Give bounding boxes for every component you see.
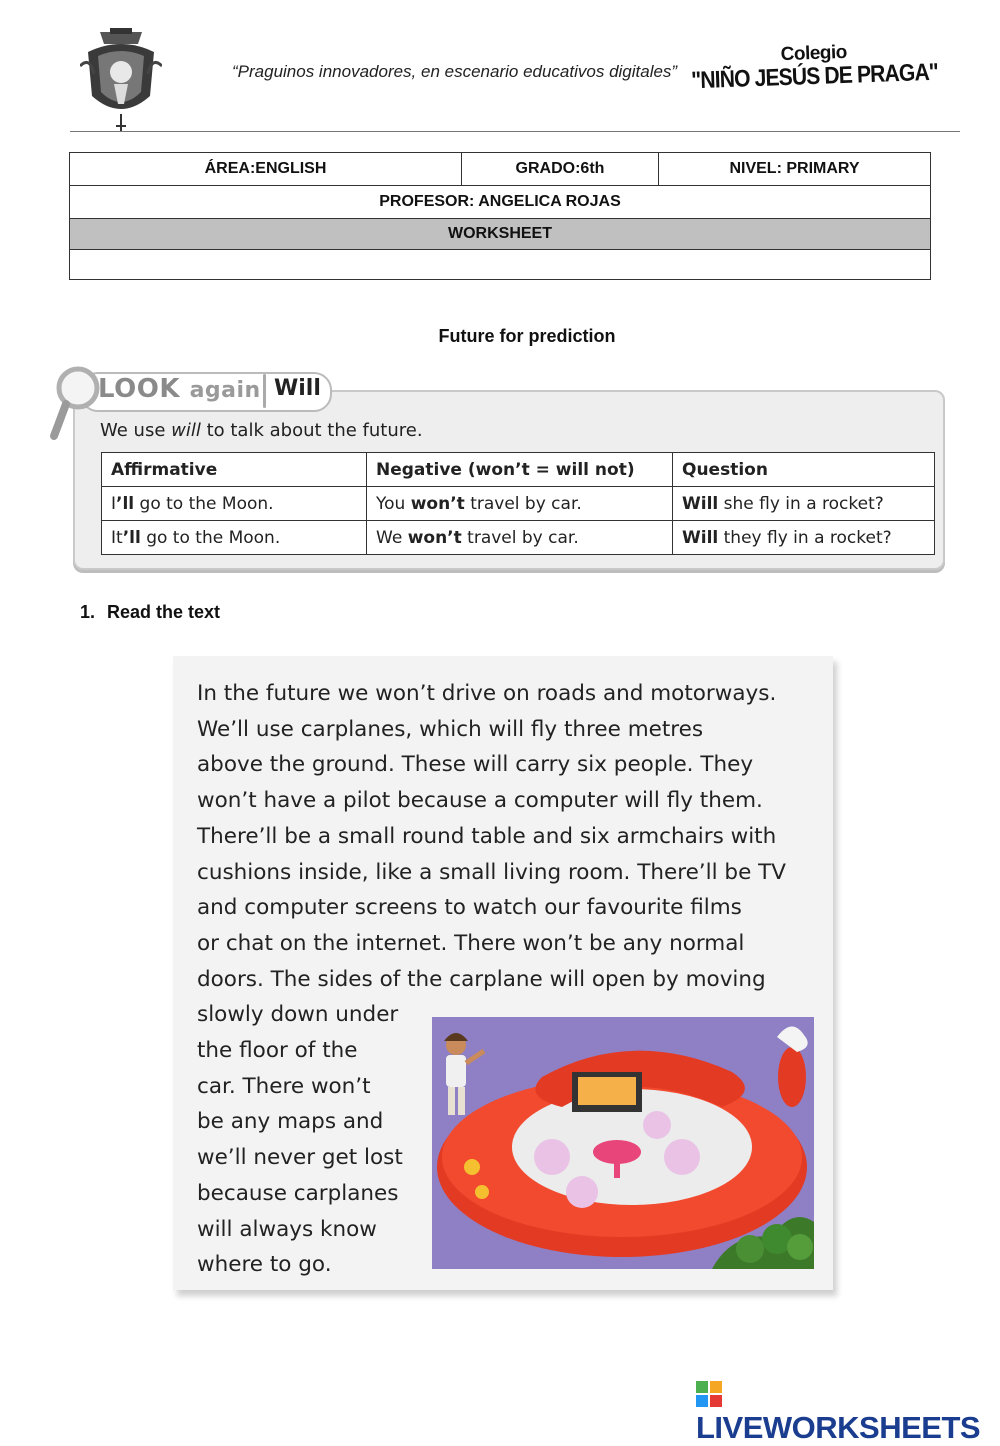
affirmative-cell: I’ll go to the Moon. (102, 487, 367, 521)
school-crest-logo (80, 26, 162, 134)
reading-line: the floor of the (197, 1038, 358, 1064)
tab-divider (263, 374, 266, 408)
negative-cell: You won’t travel by car. (367, 487, 673, 521)
school-slogan: “Praguinos innovadores, en escenario educativos digitales” (232, 62, 678, 81)
level-cell: NIVEL: PRIMARY (659, 153, 931, 186)
reading-line: and computer screens to watch our favourite films (197, 895, 742, 921)
reading-line: cushions inside, like a small living room. There’ll be TV (197, 859, 786, 885)
reading-line: In the future we won’t drive on roads and motorways. (197, 681, 777, 706)
question-1-heading: 1. Read the text (80, 602, 221, 622)
question-cell: Will they fly in a rocket? (673, 521, 935, 555)
header-affirmative: Affirmative (102, 453, 367, 487)
look-word: LOOK (98, 374, 180, 404)
header-negative: Negative (won’t = will not) (367, 453, 673, 487)
topic-will: Will (274, 376, 321, 401)
liveworksheets-logo-icon (696, 1381, 722, 1407)
again-word: again (189, 378, 261, 403)
reading-line: above the ground. These will carry six people. They (197, 752, 754, 778)
table-row (102, 521, 935, 555)
grammar-intro: We use will to talk about the future. (100, 420, 423, 441)
course-info-table (69, 152, 931, 280)
reading-line: won’t have a pilot because a computer will fly them. (197, 788, 763, 814)
reading-line: where to go. (197, 1252, 332, 1278)
school-name-line2: "NIÑO JESÚS DE PRAGA" (690, 58, 938, 95)
area-cell: ÁREA:ENGLISH (70, 153, 462, 186)
reading-line: doors. The sides of the carplane will open by moving (197, 966, 766, 992)
liveworksheets-brand: LIVEWORKSHEETS (696, 1374, 1000, 1446)
section-title: Future for prediction (438, 326, 616, 346)
will-grammar-table (101, 452, 935, 555)
negative-cell: We won’t travel by car. (367, 521, 673, 555)
blank-cell (70, 250, 931, 280)
reading-line: be any maps and (197, 1109, 384, 1135)
reading-line: slowly down under (197, 1002, 399, 1028)
grade-cell: GRADO:6th (462, 153, 659, 186)
question-cell: Will she fly in a rocket? (673, 487, 935, 521)
school-name-line1: Colegio (779, 41, 847, 66)
affirmative-cell: It’ll go to the Moon. (102, 521, 367, 555)
magnifier-icon (48, 366, 100, 442)
reading-line: or chat on the internet. There won’t be any normal (197, 930, 745, 956)
worksheet-label-cell: WORKSHEET (70, 219, 931, 250)
reading-line: car. There won’t (197, 1073, 371, 1099)
reading-line: There’ll be a small round table and six armchairs with (197, 823, 777, 849)
reading-line: we’ll never get lost (197, 1145, 403, 1171)
carplane-illustration (432, 1017, 814, 1269)
look-again-title (98, 374, 261, 404)
header-question: Question (673, 453, 935, 487)
reading-line: will always know (197, 1216, 377, 1242)
teacher-cell: PROFESOR: ANGELICA ROJAS (70, 186, 931, 219)
reading-line: because carplanes (197, 1180, 399, 1206)
table-row (102, 487, 935, 521)
school-name (673, 39, 955, 94)
header-divider (70, 131, 960, 132)
reading-line: We’ll use carplanes, which will fly three metres (197, 716, 704, 742)
